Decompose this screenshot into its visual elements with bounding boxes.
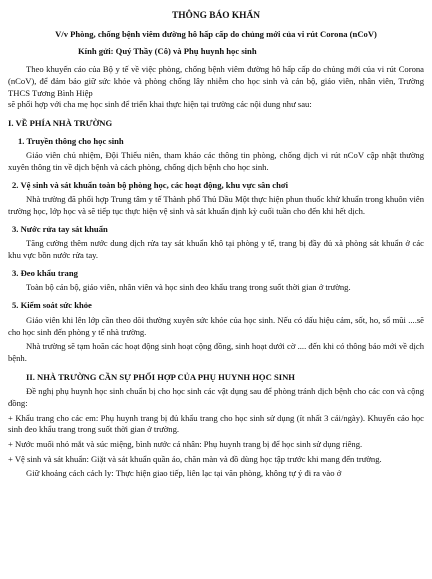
section-2-paragraph-3: + Nước muối nhỏ mắt và súc miệng, bình nước cá nhân: Phụ huynh trang bị để học sinh sử dụng riêng.	[8, 439, 363, 450]
item-1-heading: 1. Truyền thông cho học sinh	[18, 135, 124, 146]
item-5-text: Giáo viên khi lên lớp cần theo dõi thường xuyên sức khỏe của học sinh. Nếu có dấu hiệu cảm, sốt, ho, sổ mũi ....sẽ cho học sinh đến phòng y tế nhà trường.	[8, 314, 424, 337]
item-5-text-2: Nhà trường sẽ tạm hoãn các hoạt động sinh hoạt cộng đồng, sinh hoạt dưới cờ .... đến khi có thông báo mới về dịch bệnh.	[8, 341, 424, 363]
notice-subject: V/v Phòng, chống bệnh viêm đường hô hấp cấp do chủng mới của vi rút Corona (nCoV)	[55, 28, 377, 39]
intro-paragraph: Theo khuyến cáo của Bộ y tế về việc phòng, chống bệnh viêm đường hô hấp cấp do chủng mới của vi rút Corona (nCoV), để đảm bảo giữ sức khỏe và phòng chống lây nhiễm cho học sinh và cán bộ, giáo viên, nhân viên, Trường THCS Tương Bình Hiệp	[8, 64, 424, 98]
item-3-text: Tăng cường thêm nước dung dịch rửa tay sát khuẩn khô tại phòng y tế, trang bị đầy đủ xà phòng sát khuẩn ở các khu vực bồn nước rửa tay.	[8, 238, 424, 261]
item-4-text: Toàn bộ cán bộ, giáo viên, nhân viên và học sinh đeo khẩu trang trong suốt thời gian ở trường.	[26, 282, 351, 293]
section-2-paragraph-5: Giữ khoảng cách cách ly: Thực hiện giao tiếp, liên lạc tại văn phòng, không tự ý đi ra vào ở	[26, 468, 342, 479]
section-1-heading: I. VỀ PHÍA NHÀ TRƯỜNG	[8, 117, 113, 128]
item-1-text: Giáo viên chủ nhiệm, Đội Thiếu niên, tham khảo các thông tin phòng, chống dịch vi rút nCoV cập nhật thường xuyên thông tin về dịch bệnh và cách phòng, chống dịch bệnh cho học sinh.	[8, 150, 424, 172]
section-2-paragraph-1: Đề nghị phụ huynh học sinh chuẩn bị cho học sinh các vật dụng sau để phòng tránh dịch bệnh cho các con và cộng đồng:	[8, 386, 424, 408]
section-2-paragraph-4: + Vệ sinh và sát khuẩn: Giặt và sát khuẩn quần áo, chăn màn và đồ dùng học tập trước khi mang đến trường.	[8, 453, 382, 464]
intro-continuation: sẽ phối hợp với cha mẹ học sinh để triển khai thực hiện tại trường các nội dung như sau:	[8, 99, 312, 110]
item-2-heading: 2. Vệ sinh và sát khuẩn toàn bộ phòng học, các hoạt động, khu vực sân chơi	[12, 179, 288, 190]
item-2-text: Nhà trường đã phối hợp Trung tâm y tế Thành phố Thủ Dầu Một thực hiện phun thuốc khử khuẩn trong khuôn viên trường học, lớp học và sẽ tiếp tục thực hiện vệ sinh và sát khuẩn định kỳ cuối tuần cho đến khi hết dịch.	[8, 194, 424, 217]
section-2-heading: II. NHÀ TRƯỜNG CẦN SỰ PHỐI HỢP CỦA PHỤ HUYNH HỌC SINH	[26, 371, 295, 382]
item-3-heading: 3. Nước rửa tay sát khuẩn	[12, 223, 108, 234]
section-2-paragraph-2: + Khẩu trang cho các em: Phụ huynh trang bị đủ khẩu trang cho học sinh sử dụng (ít nhất 3 cái/ngày). Khuyến cáo học sinh đeo khẩu trang trong suốt thời gian ở trường.	[8, 412, 424, 435]
item-5-heading: 5. Kiểm soát sức khỏe	[12, 300, 92, 311]
item-4-heading: 3. Đeo khẩu trang	[12, 267, 78, 278]
notice-greeting: Kính gửi: Quý Thầy (Cô) và Phụ huynh học sinh	[78, 46, 257, 57]
notice-title: THÔNG BÁO KHẨN	[171, 11, 261, 21]
